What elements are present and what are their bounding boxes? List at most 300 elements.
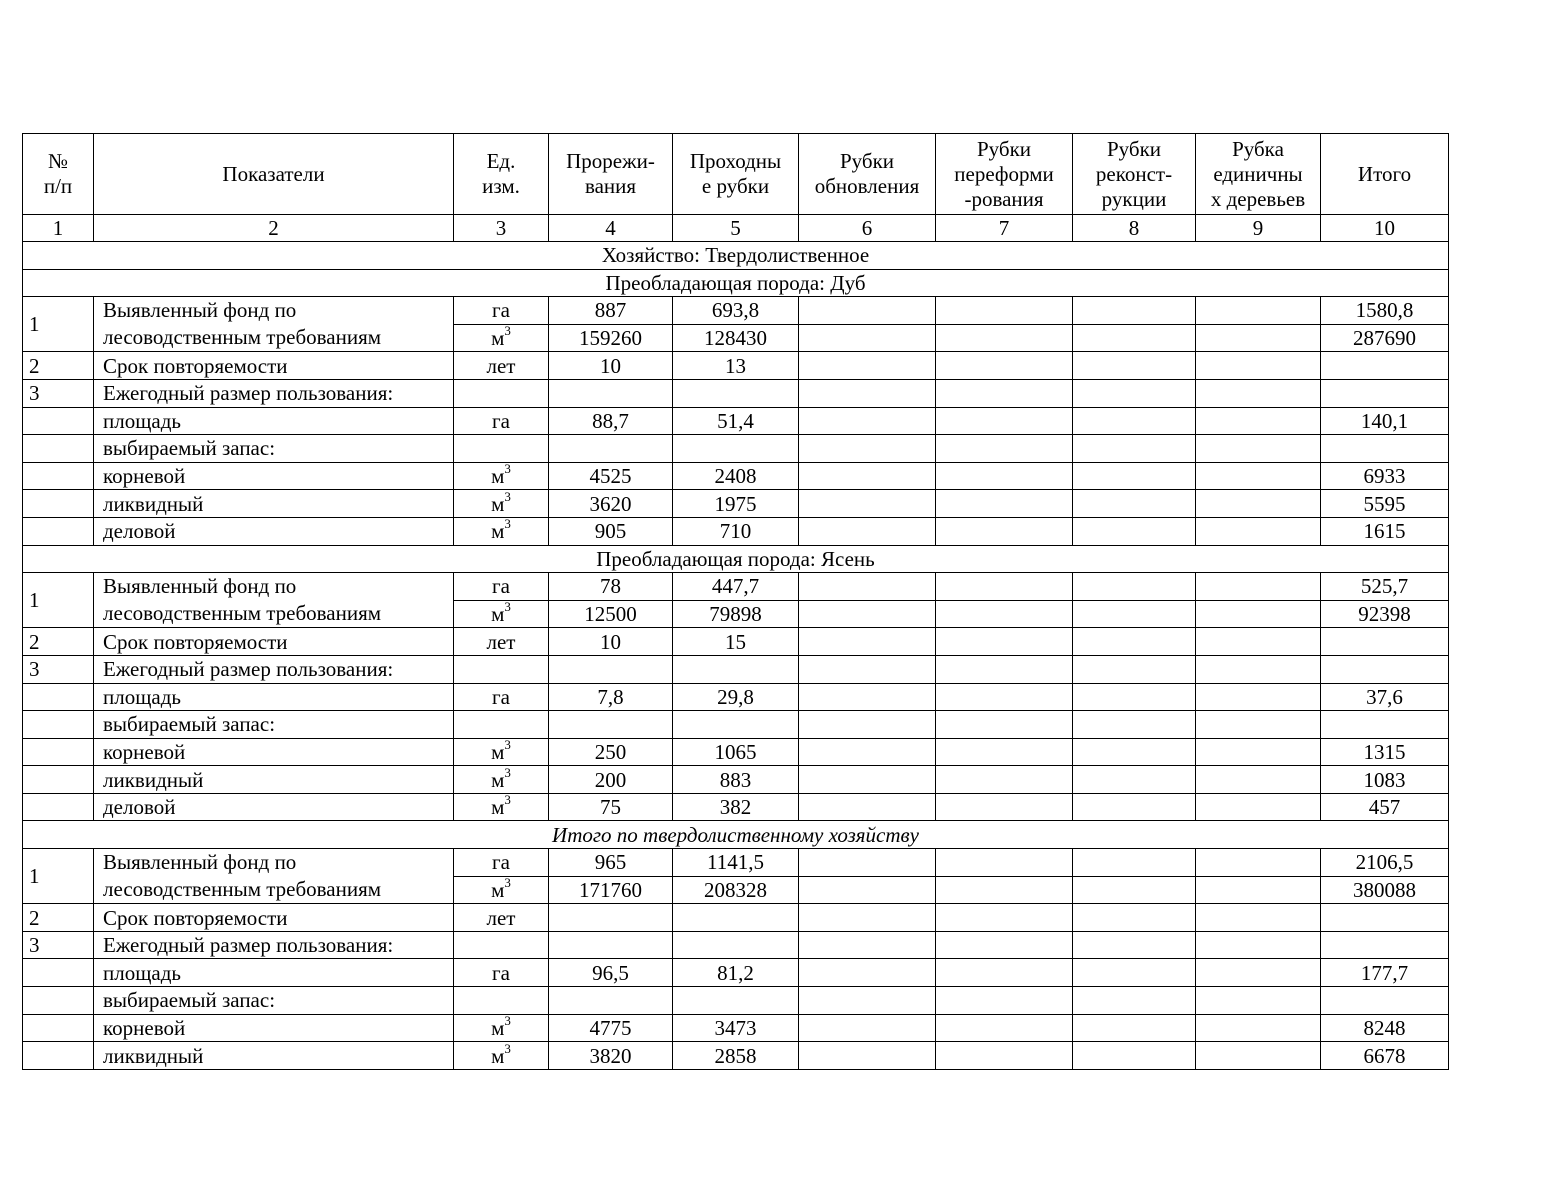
empty-cell: [799, 987, 936, 1015]
indicator-text: лесоводственным требованиям: [103, 877, 382, 902]
empty-cell: [799, 628, 936, 656]
empty-cell: [799, 407, 936, 435]
empty-cell: [799, 435, 936, 463]
empty-cell: [1196, 711, 1321, 739]
passage-cutting-value: [673, 931, 799, 959]
empty-cell: [799, 904, 936, 932]
passage-cutting-value: 81,2: [673, 959, 799, 987]
unit-text: лет: [486, 905, 516, 930]
unit-text: м: [491, 1015, 505, 1040]
column-number: 7: [936, 215, 1073, 242]
empty-cell: [799, 738, 936, 766]
empty-cell: [1196, 379, 1321, 407]
unit-cell: [454, 573, 549, 601]
unit-text: га: [492, 298, 510, 323]
unit-text: м: [491, 739, 505, 764]
unit-cell: [454, 931, 549, 959]
passage-cutting-value: 382: [673, 793, 799, 821]
unit-text: м: [491, 877, 505, 902]
empty-cell: [1073, 600, 1196, 628]
data-row: [23, 407, 1449, 435]
data-row: [23, 297, 1449, 325]
indicator-label: [94, 573, 454, 628]
unit-cell: [454, 517, 549, 545]
unit-cell: [454, 738, 549, 766]
empty-cell: [1196, 435, 1321, 463]
unit-cell: [454, 352, 549, 380]
header-text: Прорежи-: [566, 149, 655, 173]
total-value: 6678: [1321, 1042, 1449, 1070]
passage-cutting-value: 15: [673, 628, 799, 656]
empty-cell: [936, 600, 1073, 628]
header-cell-2: [94, 134, 454, 215]
empty-cell: [1196, 931, 1321, 959]
row-number: 3: [23, 379, 94, 407]
thinning-value: [549, 987, 673, 1015]
indicator-label: Срок повторяемости: [94, 352, 454, 380]
empty-cell: [936, 876, 1073, 904]
column-number: 4: [549, 215, 673, 242]
row-number: 2: [23, 628, 94, 656]
unit-superscript: 3: [504, 793, 511, 808]
thinning-value: 965: [549, 849, 673, 877]
data-row: [23, 931, 1449, 959]
column-number: 8: [1073, 215, 1196, 242]
empty-cell: [799, 573, 936, 601]
section-title-row: [23, 242, 1449, 270]
indicator-label: площадь: [94, 959, 454, 987]
empty-cell: [799, 766, 936, 794]
empty-cell: [1073, 490, 1196, 518]
column-number: 10: [1321, 215, 1449, 242]
thinning-value: 4525: [549, 462, 673, 490]
row-number: 1: [23, 849, 94, 904]
unit-superscript: 3: [504, 517, 511, 532]
unit-superscript: 3: [504, 489, 511, 504]
passage-cutting-value: 1065: [673, 738, 799, 766]
row-number: [23, 435, 94, 463]
unit-cell: [454, 766, 549, 794]
empty-cell: [1196, 683, 1321, 711]
header-row: [23, 134, 1449, 215]
empty-cell: [936, 683, 1073, 711]
unit-cell: [454, 324, 549, 352]
total-value: 37,6: [1321, 683, 1449, 711]
empty-cell: [1073, 904, 1196, 932]
unit-cell: [454, 407, 549, 435]
empty-cell: [799, 711, 936, 739]
total-value: 8248: [1321, 1014, 1449, 1042]
thinning-value: 200: [549, 766, 673, 794]
thinning-value: 887: [549, 297, 673, 325]
total-value: 140,1: [1321, 407, 1449, 435]
unit-text: лет: [486, 629, 516, 654]
thinning-value: [549, 931, 673, 959]
header-cell-5: [673, 134, 799, 215]
empty-cell: [799, 683, 936, 711]
empty-cell: [799, 793, 936, 821]
row-number: 3: [23, 931, 94, 959]
total-value: 177,7: [1321, 959, 1449, 987]
unit-text: м: [491, 767, 505, 792]
unit-text: га: [492, 574, 510, 599]
unit-superscript: 3: [504, 1014, 511, 1028]
indicator-label: корневой: [94, 1014, 454, 1042]
empty-cell: [936, 573, 1073, 601]
total-value: 5595: [1321, 490, 1449, 518]
header-text: Проходны: [689, 149, 782, 173]
data-row: [23, 352, 1449, 380]
thinning-value: 12500: [549, 600, 673, 628]
total-value: 1615: [1321, 517, 1449, 545]
unit-cell: [454, 793, 549, 821]
indicator-text: Выявленный фонд по: [103, 574, 297, 599]
unit-cell: [454, 959, 549, 987]
data-row: [23, 490, 1449, 518]
empty-cell: [1196, 352, 1321, 380]
section-title-row: [23, 545, 1449, 573]
empty-cell: [936, 793, 1073, 821]
unit-text: м: [491, 1043, 505, 1068]
passage-cutting-value: 1975: [673, 490, 799, 518]
unit-text: м: [491, 602, 505, 627]
empty-cell: [936, 379, 1073, 407]
indicator-label: выбираемый запас:: [94, 435, 454, 463]
total-value: 287690: [1321, 324, 1449, 352]
empty-cell: [1196, 987, 1321, 1015]
empty-cell: [1196, 407, 1321, 435]
empty-cell: [1073, 462, 1196, 490]
passage-cutting-value: [673, 379, 799, 407]
forest-use-table: [22, 133, 1449, 1070]
passage-cutting-value: [673, 904, 799, 932]
empty-cell: [1073, 931, 1196, 959]
header-cell-10: [1321, 134, 1449, 215]
indicator-label: выбираемый запас:: [94, 711, 454, 739]
empty-cell: [936, 849, 1073, 877]
empty-cell: [1196, 297, 1321, 325]
total-value: 1580,8: [1321, 297, 1449, 325]
header-text: единичны: [1213, 161, 1303, 186]
data-row: [23, 655, 1449, 683]
empty-cell: [1073, 793, 1196, 821]
header-cell-4: [549, 134, 673, 215]
data-row: [23, 628, 1449, 656]
indicator-text: лесоводственным требованиям: [103, 325, 382, 350]
indicator-label: ликвидный: [94, 490, 454, 518]
empty-cell: [936, 517, 1073, 545]
column-number: 5: [673, 215, 799, 242]
unit-text: м: [491, 795, 505, 820]
row-number: 1: [23, 297, 94, 352]
empty-cell: [1073, 849, 1196, 877]
thinning-value: 7,8: [549, 683, 673, 711]
total-value: [1321, 628, 1449, 656]
column-number: 6: [799, 215, 936, 242]
passage-cutting-value: 883: [673, 766, 799, 794]
empty-cell: [799, 324, 936, 352]
indicator-label: ликвидный: [94, 1042, 454, 1070]
total-value: 92398: [1321, 600, 1449, 628]
indicator-label: корневой: [94, 738, 454, 766]
thinning-value: [549, 379, 673, 407]
unit-text: м: [491, 519, 505, 544]
header-text: х деревьев: [1210, 186, 1306, 211]
indicator-label: выбираемый запас:: [94, 987, 454, 1015]
indicator-label: Срок повторяемости: [94, 904, 454, 932]
header-text: рукции: [1101, 186, 1167, 211]
empty-cell: [936, 435, 1073, 463]
total-value: [1321, 987, 1449, 1015]
document-page: [22, 133, 1448, 1070]
empty-cell: [936, 297, 1073, 325]
total-value: [1321, 904, 1449, 932]
passage-cutting-value: 447,7: [673, 573, 799, 601]
unit-cell: [454, 1014, 549, 1042]
data-row: [23, 987, 1449, 1015]
empty-cell: [936, 407, 1073, 435]
empty-cell: [936, 655, 1073, 683]
empty-cell: [1073, 517, 1196, 545]
empty-cell: [1073, 1014, 1196, 1042]
total-value: [1321, 379, 1449, 407]
unit-text: м: [491, 491, 505, 516]
row-number: 2: [23, 904, 94, 932]
row-number: [23, 959, 94, 987]
indicator-label: ликвидный: [94, 766, 454, 794]
total-value: [1321, 655, 1449, 683]
empty-cell: [1073, 876, 1196, 904]
passage-cutting-value: 208328: [673, 876, 799, 904]
total-value: 2106,5: [1321, 849, 1449, 877]
thinning-value: 78: [549, 573, 673, 601]
passage-cutting-value: [673, 655, 799, 683]
header-text: вания: [584, 174, 637, 198]
empty-cell: [1073, 959, 1196, 987]
empty-cell: [1073, 324, 1196, 352]
empty-cell: [936, 711, 1073, 739]
data-row: [23, 904, 1449, 932]
indicator-label: деловой: [94, 793, 454, 821]
thinning-value: 88,7: [549, 407, 673, 435]
empty-cell: [1196, 766, 1321, 794]
row-number: [23, 1014, 94, 1042]
empty-cell: [1073, 655, 1196, 683]
unit-cell: [454, 849, 549, 877]
unit-text: лет: [486, 353, 516, 378]
thinning-value: 3620: [549, 490, 673, 518]
passage-cutting-value: 1141,5: [673, 849, 799, 877]
row-number: [23, 683, 94, 711]
indicator-label: Ежегодный размер пользования:: [94, 931, 454, 959]
header-text: е рубки: [701, 174, 770, 198]
row-number: [23, 738, 94, 766]
indicator-label: Срок повторяемости: [94, 628, 454, 656]
unit-superscript: 3: [504, 462, 511, 477]
unit-text: м: [491, 326, 505, 351]
empty-cell: [799, 297, 936, 325]
thinning-value: [549, 655, 673, 683]
header-cell-1: [23, 134, 94, 215]
empty-cell: [1073, 435, 1196, 463]
total-value: 457: [1321, 793, 1449, 821]
table-body: [23, 242, 1449, 1070]
empty-cell: [936, 490, 1073, 518]
empty-cell: [1196, 793, 1321, 821]
header-text: п/п: [43, 174, 73, 198]
empty-cell: [936, 352, 1073, 380]
total-value: 525,7: [1321, 573, 1449, 601]
empty-cell: [1073, 766, 1196, 794]
header-text: -рования: [964, 186, 1044, 211]
empty-cell: [1196, 849, 1321, 877]
unit-superscript: 3: [504, 600, 511, 615]
unit-cell: [454, 379, 549, 407]
empty-cell: [799, 517, 936, 545]
thinning-value: 96,5: [549, 959, 673, 987]
header-cell-6: [799, 134, 936, 215]
thinning-value: 905: [549, 517, 673, 545]
empty-cell: [936, 462, 1073, 490]
column-number: 1: [23, 215, 94, 242]
empty-cell: [1196, 959, 1321, 987]
thinning-value: 75: [549, 793, 673, 821]
indicator-text: Выявленный фонд по: [103, 850, 297, 875]
row-number: 2: [23, 352, 94, 380]
data-row: [23, 959, 1449, 987]
section-title: Итого по твердолиственному хозяйству: [23, 821, 1449, 849]
section-title: Преобладающая порода: Ясень: [23, 545, 1449, 573]
empty-cell: [799, 379, 936, 407]
empty-cell: [936, 959, 1073, 987]
indicator-label: корневой: [94, 462, 454, 490]
empty-cell: [1073, 711, 1196, 739]
unit-superscript: 3: [504, 738, 511, 752]
unit-cell: [454, 655, 549, 683]
row-number: [23, 517, 94, 545]
row-number: [23, 793, 94, 821]
thinning-value: [549, 904, 673, 932]
indicator-label: площадь: [94, 407, 454, 435]
passage-cutting-value: 29,8: [673, 683, 799, 711]
header-cell-7: [936, 134, 1073, 215]
data-row: [23, 683, 1449, 711]
empty-cell: [1196, 876, 1321, 904]
passage-cutting-value: 3473: [673, 1014, 799, 1042]
indicator-label: деловой: [94, 517, 454, 545]
row-number: [23, 987, 94, 1015]
passage-cutting-value: 2858: [673, 1042, 799, 1070]
total-value: 1315: [1321, 738, 1449, 766]
data-row: [23, 517, 1449, 545]
header-text: Ед.: [486, 149, 516, 173]
empty-cell: [799, 600, 936, 628]
total-value: 6933: [1321, 462, 1449, 490]
data-row: [23, 573, 1449, 601]
column-number: 3: [454, 215, 549, 242]
header-text: №: [47, 149, 69, 173]
passage-cutting-value: 51,4: [673, 407, 799, 435]
empty-cell: [799, 462, 936, 490]
empty-cell: [936, 738, 1073, 766]
row-number: 1: [23, 573, 94, 628]
thinning-value: 10: [549, 628, 673, 656]
unit-cell: [454, 600, 549, 628]
empty-cell: [1073, 987, 1196, 1015]
empty-cell: [1073, 297, 1196, 325]
empty-cell: [799, 876, 936, 904]
header-text: изм.: [482, 174, 520, 198]
data-row: [23, 435, 1449, 463]
header-text: Рубка: [1232, 136, 1284, 161]
column-number: 2: [94, 215, 454, 242]
empty-cell: [1073, 683, 1196, 711]
empty-cell: [1073, 379, 1196, 407]
header-text: Рубки: [1106, 136, 1162, 161]
section-title: Хозяйство: Твердолиственное: [23, 242, 1449, 270]
header-cell-3: [454, 134, 549, 215]
header-text: Рубки: [839, 149, 895, 173]
empty-cell: [936, 1042, 1073, 1070]
total-value: [1321, 352, 1449, 380]
empty-cell: [1196, 904, 1321, 932]
empty-cell: [799, 1042, 936, 1070]
empty-cell: [799, 1014, 936, 1042]
unit-superscript: 3: [504, 324, 511, 339]
empty-cell: [1196, 738, 1321, 766]
passage-cutting-value: 128430: [673, 324, 799, 352]
thinning-value: 159260: [549, 324, 673, 352]
empty-cell: [936, 931, 1073, 959]
header-cell-9: [1196, 134, 1321, 215]
indicator-text: Выявленный фонд по: [103, 298, 297, 323]
section-title-row: [23, 821, 1449, 849]
data-row: [23, 738, 1449, 766]
indicator-label: площадь: [94, 683, 454, 711]
total-value: [1321, 711, 1449, 739]
empty-cell: [936, 1014, 1073, 1042]
empty-cell: [1196, 462, 1321, 490]
empty-cell: [1073, 573, 1196, 601]
indicator-label: Ежегодный размер пользования:: [94, 655, 454, 683]
empty-cell: [799, 490, 936, 518]
empty-cell: [799, 849, 936, 877]
empty-cell: [1196, 628, 1321, 656]
unit-cell: [454, 628, 549, 656]
data-row: [23, 1042, 1449, 1070]
indicator-label: [94, 297, 454, 352]
empty-cell: [1196, 517, 1321, 545]
empty-cell: [1073, 352, 1196, 380]
thinning-value: 4775: [549, 1014, 673, 1042]
empty-cell: [936, 987, 1073, 1015]
header-text: переформи: [954, 161, 1054, 186]
empty-cell: [1073, 407, 1196, 435]
row-number: [23, 711, 94, 739]
data-row: [23, 766, 1449, 794]
row-number: 3: [23, 655, 94, 683]
unit-superscript: 3: [504, 765, 511, 780]
column-number-row: [23, 215, 1449, 242]
passage-cutting-value: [673, 711, 799, 739]
total-value: [1321, 931, 1449, 959]
thinning-value: 171760: [549, 876, 673, 904]
empty-cell: [1196, 1042, 1321, 1070]
indicator-label: [94, 849, 454, 904]
total-value: 1083: [1321, 766, 1449, 794]
total-value: 380088: [1321, 876, 1449, 904]
total-value: [1321, 435, 1449, 463]
